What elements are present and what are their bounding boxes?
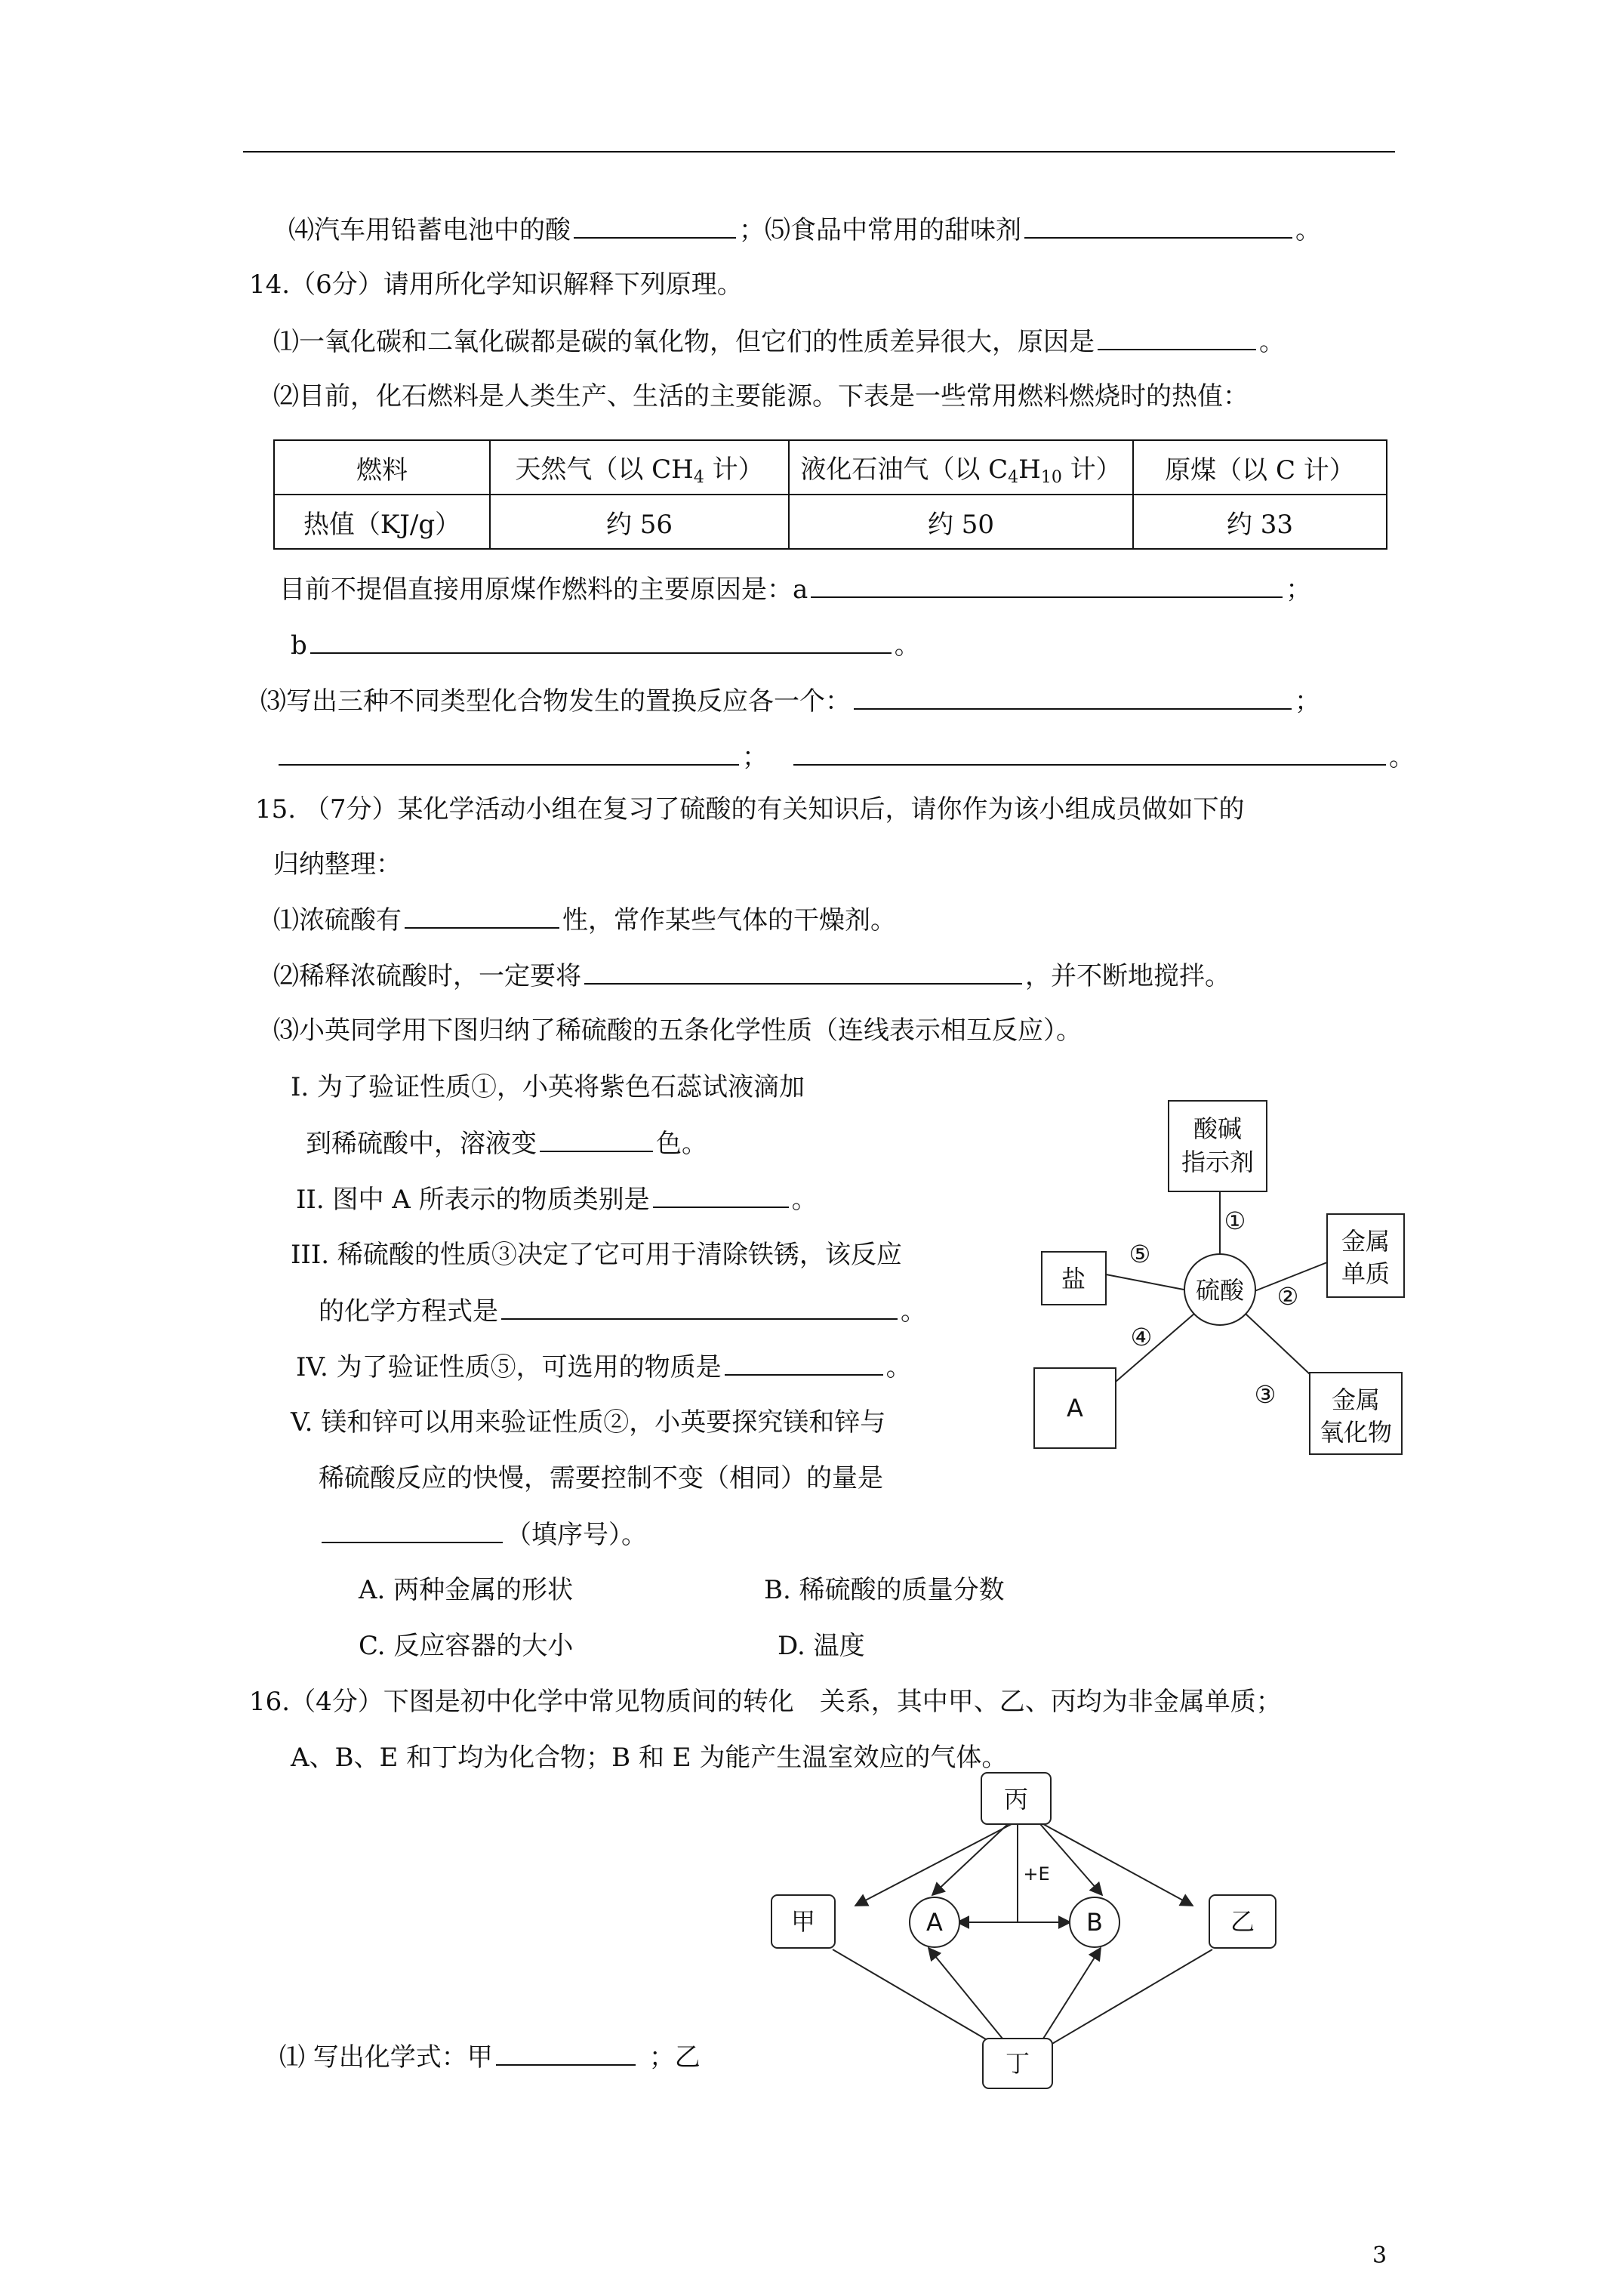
q15-i1: I. 为了验证性质①，小英将紫色石蕊试液滴加: [291, 1072, 805, 1102]
q15-p1-end: 性，常作某些气体的干燥剂。: [562, 905, 896, 935]
q15-i1b-line: [306, 1126, 707, 1160]
fuel-heat-table: [273, 439, 1387, 550]
q13-item5: ⑸食品中常用的甜味剂: [765, 215, 1021, 245]
q14-reason-a-line: [279, 572, 1311, 606]
number-3: ③: [1254, 1380, 1277, 1409]
q15-option-b: B. 稀硫酸的质量分数: [764, 1575, 1005, 1605]
q14-p2: ⑵目前，化石燃料是人类生产、生活的主要能源。下表是一些常用燃料燃烧时的热值：: [273, 381, 1249, 411]
table-cell: 液化石油气（以 $C_4H_{10}$ 计）: [789, 440, 1133, 495]
q14-p1-line: [273, 325, 1285, 359]
center-label: 硫酸: [1195, 1276, 1245, 1305]
q15-p2-end: ，并不断地搅拌。: [1025, 961, 1230, 991]
node-b-label: B: [1086, 1908, 1103, 1937]
answer-blank[interactable]: [574, 213, 736, 239]
number-4: ④: [1130, 1323, 1153, 1351]
table-cell: 天然气（以 $CH_4$ 计）: [490, 440, 789, 495]
q15-i4: IV. 为了验证性质⑤，可选用的物质是: [296, 1352, 722, 1382]
q14-reason-a-end: ；: [1286, 575, 1312, 605]
q16-p1-line: [279, 2040, 701, 2074]
indicator-label-2: 指示剂: [1181, 1148, 1255, 1176]
node-jia-label: 甲: [790, 1907, 816, 1936]
q15-i3b: 的化学方程式是: [319, 1296, 498, 1327]
q14-p1-end: 。: [1259, 327, 1285, 357]
q13-item5-end: 。: [1295, 215, 1321, 245]
q14-reason-b-end: 。: [894, 630, 920, 661]
table-cell: 约 50: [789, 495, 1133, 549]
link-line-3: [1246, 1314, 1310, 1374]
answer-blank[interactable]: [584, 959, 1022, 985]
table-cell: 原煤（以 C 计）: [1133, 440, 1387, 495]
node-a-label: A: [926, 1908, 943, 1937]
oxide-label-1: 金属: [1331, 1385, 1381, 1414]
number-1: ①: [1224, 1207, 1246, 1235]
q16-title: 16.（4分）下图是初中化学中常见物质间的转化 关系，其中甲、乙、丙均为非金属单质；: [249, 1687, 1282, 1717]
arrow-ding-a: [929, 1948, 1002, 2039]
q14-p3-line: [260, 684, 1320, 718]
q15-i2: II. 图中 A 所表示的物质类别是: [296, 1185, 650, 1215]
q15-i5b: 稀硫酸反应的快慢，需要控制不变（相同）的量是: [319, 1463, 883, 1493]
answer-blank[interactable]: [322, 1518, 503, 1543]
q15-option-c: C. 反应容器的大小: [359, 1631, 574, 1661]
top-rule: [243, 151, 1395, 153]
q14-p3-sep: ；: [742, 742, 768, 772]
answer-blank[interactable]: [854, 684, 1292, 710]
q15-option-a: A. 两种金属的形状: [359, 1575, 574, 1605]
q16-p1-mid: ；乙: [648, 2042, 701, 2073]
q15-p2: ⑵稀释浓硫酸时，一定要将: [273, 961, 581, 991]
number-2: ②: [1277, 1282, 1299, 1311]
q14-p3-end: ；: [1295, 686, 1320, 717]
sulfuric-acid-diagram: [1027, 1095, 1412, 1465]
q15-option-d: D. 温度: [778, 1631, 865, 1661]
answer-blank[interactable]: [405, 903, 559, 929]
q15-i1b-end: 色。: [656, 1129, 707, 1159]
conversion-diagram: [762, 1767, 1283, 2091]
table-cell: 约 56: [490, 495, 789, 549]
plus-e-label: +E: [1023, 1863, 1050, 1885]
q15-i3b-line: [319, 1294, 926, 1328]
q15-i2-line: [296, 1182, 818, 1216]
answer-blank[interactable]: [540, 1126, 653, 1152]
q15-title: 15. （7分）某化学活动小组在复习了硫酸的有关知识后，请你作为该小组成员做如下的: [255, 794, 1245, 824]
q15-i4-line: [296, 1350, 912, 1384]
metal-label-2: 单质: [1341, 1259, 1390, 1288]
q15-i1b: 到稀硫酸中，溶液变: [306, 1129, 537, 1159]
salt-label: 盐: [1061, 1265, 1086, 1293]
number-5: ⑤: [1129, 1240, 1151, 1268]
link-line-5: [1106, 1274, 1184, 1290]
q16-p1: ⑴ 写出化学式：甲: [279, 2042, 493, 2073]
link-line-4: [1116, 1314, 1194, 1382]
q14-p3-line2: [276, 740, 1415, 774]
q15-i5c-line: [319, 1518, 647, 1552]
indicator-label-1: 酸碱: [1193, 1114, 1243, 1143]
arrow-bing-yi: [1043, 1824, 1193, 1906]
q15-i3: III. 稀硫酸的性质③决定了它可用于清除铁锈，该反应: [291, 1240, 902, 1270]
q14-reason-b: b: [291, 630, 307, 661]
answer-blank[interactable]: [653, 1182, 789, 1208]
node-ding-label: 丁: [1005, 2049, 1030, 2078]
q16-title2: A、B、E 和丁均为化合物；B 和 E 为能产生温室效应的气体。: [291, 1743, 1008, 1773]
q15-i4-end: 。: [885, 1352, 912, 1382]
q14-reason-a: 目前不提倡直接用原煤作燃料的主要原因是：a: [279, 575, 808, 605]
q14-p3: ⑶写出三种不同类型化合物发生的置换反应各一个：: [260, 686, 851, 717]
q13-tail-line: [288, 213, 1321, 247]
answer-blank[interactable]: [811, 572, 1283, 598]
table-row: [274, 440, 1387, 495]
answer-blank[interactable]: [501, 1294, 898, 1320]
metal-label-1: 金属: [1341, 1227, 1390, 1256]
q15-i2-end: 。: [791, 1185, 818, 1215]
arrow-ding-b: [1043, 1948, 1101, 2039]
q15-i5c-end: （填序号）。: [506, 1520, 647, 1550]
node-bing-label: 丙: [1003, 1785, 1029, 1814]
q13-item4: ⑷汽车用铅蓄电池中的酸: [288, 215, 571, 245]
a-label: A: [1067, 1394, 1083, 1422]
table-cell: 热值（KJ/g）: [274, 495, 490, 549]
page-number: 3: [1372, 2242, 1387, 2269]
node-yi-label: 乙: [1230, 1907, 1255, 1936]
q15-p3: ⑶小英同学用下图归纳了稀硫酸的五条化学性质（连线表示相互反应）。: [273, 1015, 1082, 1046]
table-row: [274, 495, 1387, 549]
answer-blank[interactable]: [279, 740, 739, 766]
table-cell: 燃料: [274, 440, 490, 495]
answer-blank[interactable]: [496, 2040, 636, 2066]
oxide-label-2: 氧化物: [1319, 1418, 1393, 1447]
answer-blank[interactable]: [793, 740, 1386, 766]
q14-title: 14.（6分）请用所化学知识解释下列原理。: [249, 270, 743, 300]
line-jia-ding: [833, 1949, 1004, 2050]
q13-item4-end: ；: [739, 215, 765, 245]
q15-i5: V. 镁和锌可以用来验证性质②，小英要探究镁和锌与: [291, 1407, 886, 1438]
q14-p1: ⑴一氧化碳和二氧化碳都是碳的氧化物，但它们的性质差异很大，原因是: [273, 327, 1095, 357]
answer-blank[interactable]: [725, 1350, 883, 1376]
q14-p3-final: 。: [1389, 742, 1415, 772]
table-cell: 约 33: [1133, 495, 1387, 549]
q15-i3b-end: 。: [901, 1296, 926, 1327]
answer-blank[interactable]: [1024, 213, 1292, 239]
answer-blank[interactable]: [310, 628, 892, 654]
q15-p1-line: [273, 903, 896, 937]
answer-blank[interactable]: [1098, 325, 1256, 350]
q15-title2: 归纳整理：: [273, 849, 402, 880]
q14-reason-b-line: [291, 628, 920, 662]
q15-p1: ⑴浓硫酸有: [273, 905, 402, 935]
q15-p2-line: [273, 959, 1230, 993]
